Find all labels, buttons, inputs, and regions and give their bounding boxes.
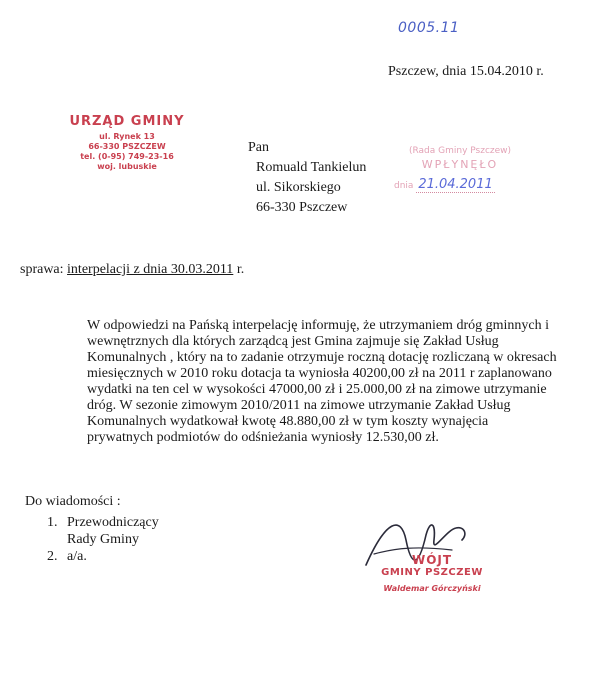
addressee-block <box>248 138 366 218</box>
mayor-stamp-name: Waldemar Górczyński <box>383 584 481 593</box>
received-stamp-date: 21.04.2011 <box>418 177 493 192</box>
office-stamp-name: URZĄD GMINY <box>69 114 185 129</box>
distribution-list <box>25 493 187 565</box>
reference-number: 0005.11 <box>398 20 460 36</box>
office-stamp <box>52 114 202 172</box>
distribution-heading: Do wiadomości : <box>25 494 121 509</box>
addressee-street: ul. Sikorskiego <box>256 180 341 195</box>
subject-suffix: r. <box>236 262 245 277</box>
received-stamp <box>390 146 530 192</box>
addressee-name: Romuald Tankielun <box>256 160 367 175</box>
subject-text: interpelacji z dnia 30.03.2011 <box>67 262 234 277</box>
place-date: Pszczew, dnia 15.04.2010 r. <box>388 64 544 79</box>
received-stamp-date-row <box>390 177 530 192</box>
addressee-salutation: Pan <box>248 140 269 155</box>
subject-prefix: sprawa: <box>20 262 64 277</box>
addressee-city: 66-330 Pszczew <box>256 200 348 215</box>
distribution-item: 1. Przewodniczący Rady Gminy <box>61 514 187 548</box>
mayor-stamp-unit: GMINY PSZCZEW <box>381 567 483 578</box>
mayor-stamp <box>366 553 498 593</box>
subject-line <box>20 262 244 278</box>
office-stamp-line: ul. Rynek 13 <box>99 132 155 141</box>
received-stamp-label: WPŁYNĘŁO <box>421 158 499 171</box>
office-stamp-line: woj. lubuskie <box>97 162 157 171</box>
received-stamp-date-prefix: dnia <box>394 181 414 191</box>
body-paragraph: W odpowiedzi na Pańską interpelację informuję, że utrzymaniem dróg gminnych i wewnętrznych dla których zarządcą jest Gmina zajmuje się Zakład Usług Komunalnych , który na to zadanie otrzymuje roczną dotację rozliczaną w okresach miesięcznych w 2010 roku dotacja ta wyniosła 40200,00 zł na 2011 r zaplanowano wydatki na ten cel w wysokości 47000,00 zł i 25.000,00 zł na zimowe utrzymanie dróg. W sezonie zimowym 2010/2011 na zimowe utrzymanie Zakład Usług Komunalnych wydatkował kwotę 48.880,00 zł w tym koszty wynajęcia prywatnych podmiotów do odśnieżania wyniosły 12.530,00 zł. <box>87 318 557 445</box>
office-stamp-line: tel. (0-95) 749-23-16 <box>80 152 174 161</box>
letter-body <box>77 318 557 446</box>
received-stamp-council: (Rada Gminy Pszczew) <box>408 146 512 156</box>
mayor-stamp-title: WÓJT <box>411 553 453 567</box>
distribution-item: 2. a/a. <box>61 548 187 565</box>
office-stamp-line: 66-330 PSZCZEW <box>88 142 166 151</box>
